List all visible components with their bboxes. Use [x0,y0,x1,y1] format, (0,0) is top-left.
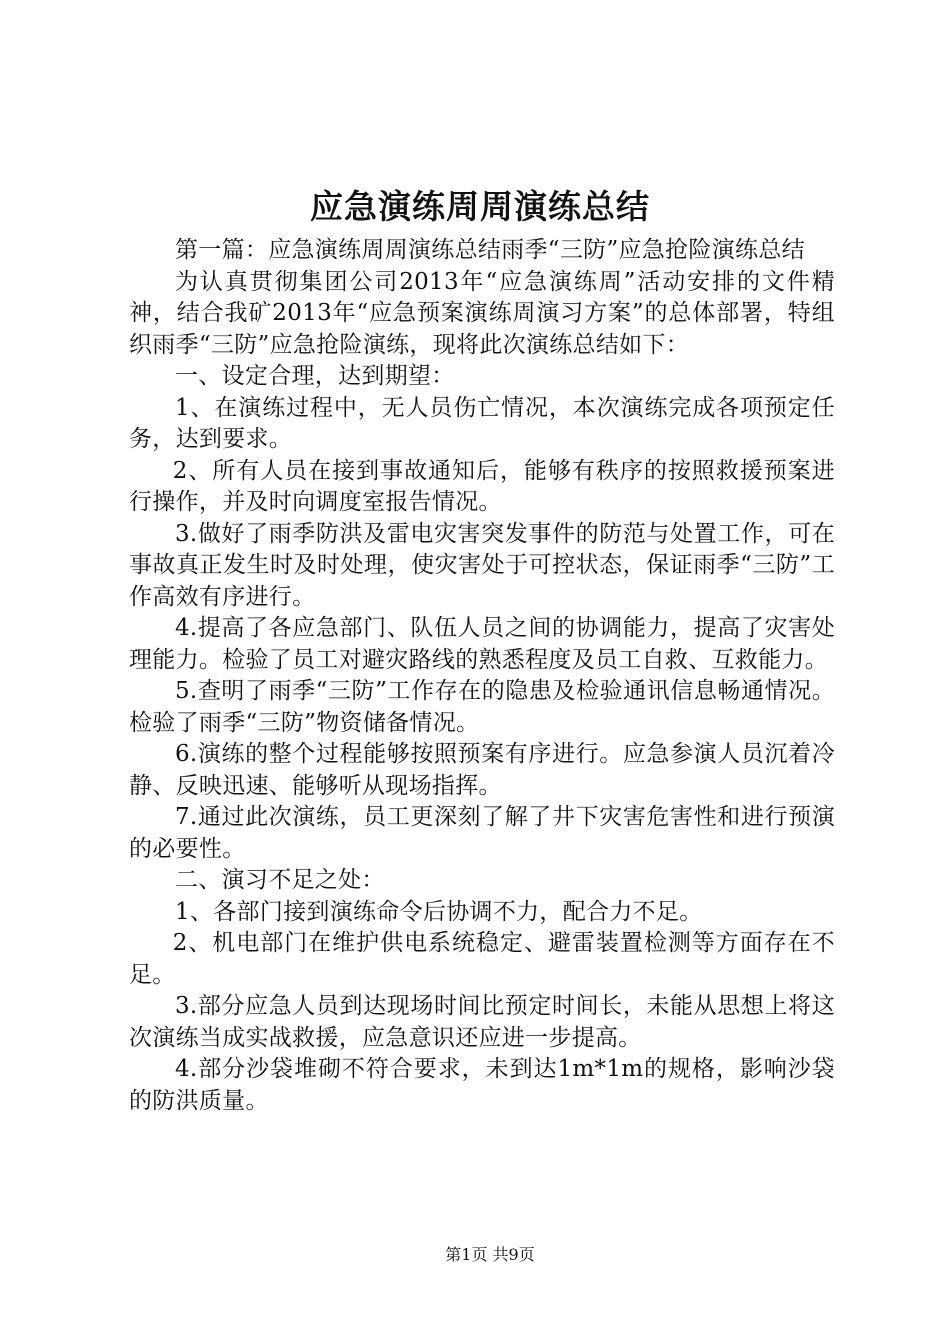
shortcoming-item-4: 4.部分沙袋堆砌不符合要求，未到达1m*1m的规格，影响沙袋的防洪质量。 [129,1056,835,1114]
achievement-item-4: 4.提高了各应急部门、队伍人员之间的协调能力，提高了灾害处理能力。检验了员工对避灾路线的熟悉程度及员工自救、互救能力。 [129,615,835,673]
achievement-item-2: 2、所有人员在接到事故通知后，能够有秩序的按照救援预案进行操作，并及时向调度室报告情况。 [129,457,835,515]
section-heading-achievements: 一、设定合理，达到期望： [175,363,455,389]
section-heading-shortcomings: 二、演习不足之处： [175,867,385,893]
achievement-item-7: 7.通过此次演练，员工更深刻了解了井下灾害危害性和进行预演的必要性。 [129,804,835,862]
achievement-item-5: 5.查明了雨季“三防”工作存在的隐患及检验通讯信息畅通情况。检验了雨季“三防”物资储备情况。 [129,678,835,736]
achievement-item-6: 6.演练的整个过程能够按照预案有序进行。应急参演人员沉着冷静、反映迅速、能够听从现场指挥。 [129,741,835,799]
shortcoming-item-2: 2、机电部门在维护供电系统稳定、避雷装置检测等方面存在不足。 [129,930,835,988]
achievement-item-1: 1、在演练过程中，无人员伤亡情况，本次演练完成各项预定任务，达到要求。 [129,394,835,452]
shortcoming-item-3: 3.部分应急人员到达现场时间比预定时间长，未能从思想上将这次演练当成实战救援，应急意识还应进一步提高。 [129,993,835,1051]
document-title: 应急演练周周演练总结 [310,187,650,226]
document-body [129,235,835,1117]
shortcoming-item-1: 1、各部门接到演练命令后协调不力，配合力不足。 [175,898,703,925]
paragraph-intro: 第一篇：应急演练周周演练总结雨季“三防”应急抢险演练总结 [175,237,805,263]
paragraph-purpose: 为认真贯彻集团公司2013年“应急演练周”活动安排的文件精神，结合我矿2013年“应急预案演练周演习方案”的总体部署，特组织雨季“三防”应急抢险演练，现将此次演练总结如下： [129,268,835,358]
achievement-item-3: 3.做好了雨季防洪及雷电灾害突发事件的防范与处置工作，可在事故真正发生时及时处理，使灾害处于可控状态，保证雨季“三防”工作高效有序进行。 [129,520,835,610]
page-footer: 第1页 共9页 [445,1245,535,1264]
